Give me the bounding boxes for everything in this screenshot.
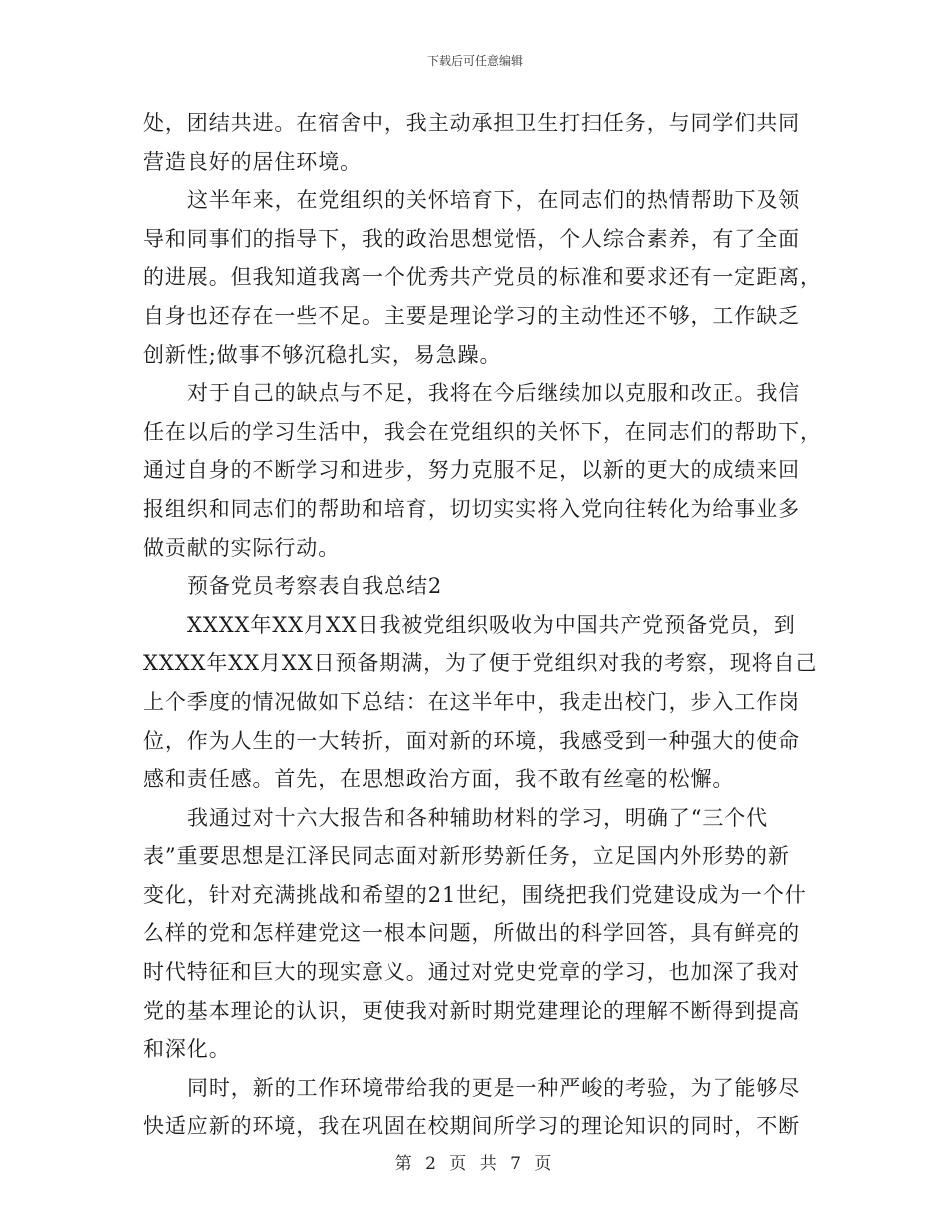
text-line: 预备党员考察表自我总结2	[187, 574, 443, 599]
text-line: 上个季度的情况做如下总结：在这半年中，我走出校门，步入工作岗	[143, 689, 800, 714]
text-line: 党的基本理论的认识，更使我对新时期党建理论的理解不断得到提高	[143, 998, 800, 1023]
text-line: 的进展。但我知道我离一个优秀共产党员的标准和要求还有一定距离，	[143, 265, 822, 290]
text-line: 变化，针对充满挑战和希望的21世纪，围绕把我们党建设成为一个什	[143, 882, 807, 907]
paragraph	[143, 799, 807, 1069]
text-line: 对于自己的缺点与不足，我将在今后继续加以克服和改正。我信	[187, 381, 801, 406]
paragraph	[143, 1069, 807, 1146]
text-line: 和深化。	[143, 1037, 231, 1062]
text-line: 营造良好的居住环境。	[143, 149, 362, 174]
paragraph	[143, 606, 818, 799]
text-line: 同时，新的工作环境带给我的更是一种严峻的考验，为了能够尽	[187, 1075, 801, 1100]
text-line: XXXX年XX月XX日预备期满，为了便于党组织对我的考察，现将自己	[143, 651, 818, 676]
text-line: 做贡献的实际行动。	[143, 535, 341, 560]
paragraph	[143, 374, 822, 567]
text-line: 么样的党和怎样建党这一根本问题，所做出的科学回答，具有鲜亮的	[143, 921, 800, 946]
text-line: 任在以后的学习生活中，我会在党组织的关怀下，在同志们的帮助下，	[143, 419, 822, 444]
text-line: 通过自身的不断学习和进步，努力克服不足，以新的更大的成绩来回	[143, 458, 800, 483]
paragraph	[143, 104, 807, 181]
text-line: 快适应新的环境，我在巩固在校期间所学习的理论知识的同时，不断	[143, 1114, 800, 1139]
page-header: 下载后可任意编辑	[426, 54, 523, 68]
text-line: 导和同事们的指导下，我的政治思想觉悟，个人综合素养，有了全面	[143, 226, 800, 251]
document-body	[143, 104, 822, 1146]
text-line: 时代特征和巨大的现实意义。通过对党史党章的学习，也加深了我对	[143, 960, 800, 985]
page-number: 第 2 页 共 7 页	[394, 1154, 556, 1174]
text-line: 位，作为人生的一大转折，面对新的环境，我感受到一种强大的使命	[143, 728, 800, 753]
text-line: 处，团结共进。在宿舍中，我主动承担卫生打扫任务，与同学们共同	[143, 111, 800, 135]
text-line: 自身也还存在一些不足。主要是理论学习的主动性还不够，工作缺乏	[143, 303, 800, 328]
text-line: 我通过对十六大报告和各种辅助材料的学习，明确了“三个代	[187, 805, 769, 830]
paragraph	[143, 181, 822, 374]
text-line: 创新性;做事不够沉稳扎实，易急躁。	[143, 342, 502, 367]
section-title	[143, 567, 807, 606]
text-line: XXXX年XX月XX日我被党组织吸收为中国共产党预备党员，到	[187, 612, 796, 637]
text-line: 感和责任感。首先，在思想政治方面，我不敢有丝毫的松懈。	[143, 767, 735, 792]
text-line: 表”重要思想是江泽民同志面对新形势新任务，立足国内外形势的新	[143, 844, 790, 869]
text-line: 报组织和同志们的帮助和培育，切切实实将入党向往转化为给事业多	[143, 496, 800, 521]
text-line: 这半年来，在党组织的关怀培育下，在同志们的热情帮助下及领	[187, 188, 801, 213]
